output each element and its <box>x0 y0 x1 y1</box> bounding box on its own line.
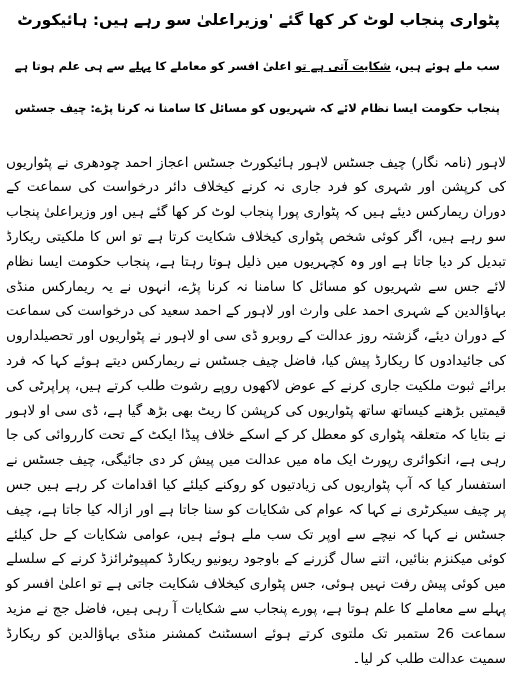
sub-headline-part-1: سب ملے ہوئے ہیں، <box>390 59 500 73</box>
sub-headline-part-5: سے ہی علم ہوتا ہے <box>14 59 129 73</box>
sub-headline-part-3: اعلیٰ افسر کو معاملے کا <box>151 59 296 73</box>
sub-headline-part-4: پہلے <box>128 59 152 73</box>
article-body: لاہور (نامہ نگار) چیف جسٹس لاہور ہائیکورٹ جسٹس اعجاز احمد چودھری نے پٹواریوں کی کرپشن اور شہری کو فرد جاری نہ کرنے کیخلاف دائر درخواست کی سماعت کے دوران ریمارکس دیئے ہیں کہ پٹواری پورا پنجاب لوٹ کر کھا گئے ہیں اور وزیراعلیٰ پنجاب سو رہے ہیں، اگر کوئی شخص پٹواری کیخلاف شکایت کرتا ہے تو اس کا ملکیتی ریکارڈ تبدیل کر دیا جاتا ہے اور وہ کچہریوں میں ذلیل ہوتا رہتا ہے، پنجاب حکومت ایسا نظام لائے جس سے شہریوں کو مسائل کا سامنا نہ کرنا پڑے، انہوں نے یہ ریمارکس منڈی بہاؤالدین کے شہری احمد علی وارث اور لاہور کے احمد سعید کی درخواست کی سماعت کے دوران دیئے، گزشتہ روز عدالت کے روبرو ڈی سی او لاہور نے پٹواریوں اور تحصیلداروں کی جائیدادوں کا ریکارڈ پیش کیا، فاضل چیف جسٹس نے ریمارکس دیتے ہوئے کہا کہ فرد برائے ثبوت ملکیت جاری کرنے کے عوض لاکھوں روپے رشوت طلب کرتے ہیں، پراپرٹی کی قیمتیں بڑھنے کیساتھ ساتھ پٹواریوں کی کرپشن کا ریٹ بھی بڑھ گیا ہے، ڈی سی او لاہور نے بتایا کہ متعلقہ پٹواری کو معطل کر کے اسکے خلاف پیڈا ایکٹ کے تحت کارروائی کی جا رہی ہے، انکوائری رپورٹ ایک ماہ میں عدالت میں پیش کر دی جائیگی، چیف جسٹس نے استفسار کیا کہ آپ پٹواریوں کی زیادتیوں کو روکنے کیلئے کیا اقدامات کر رہے ہیں جس پر چیف سیکرٹری نے کہا کہ عوام کی شکایات کو سنا جاتا ہے اور ازالہ کیا جاتا ہے، چیف جسٹس نے کہا کہ نیچے سے اوپر تک سب ملے ہوئے ہیں، عوامی شکایات کے حل کیلئے کوئی میکنزم بنائیں، اتنے سال گزرنے کے باوجود ریونیو ریکارڈ کمپیوٹرائزڈ کرنے کے سلسلے میں کوئی پیش رفت نہیں ہوئی، جس پٹواری کیخلاف شکایت جاتی ہے تو اعلیٰ افسر کو پہلے سے معاملے کا علم ہوتا ہے، پورے پنجاب سے شکایات آ رہی ہیں، فاضل جج نے مزید سماعت 26 ستمبر تک ملتوی کرتے ہوئے اسسٹنٹ کمشنر منڈی بہاؤالدین کو ریکارڈ سمیت عدالت طلب کر لیا۔ <box>6 154 506 667</box>
secondary-headline: پنجاب حکومت ایسا نظام لائے کہ شہریوں کو مسائل کا سامنا نہ کرنا پڑے: چیف جسٹس <box>14 101 500 115</box>
news-clipping <box>6 4 506 669</box>
sub-headline-part-2: شکایت آتی ہے تو <box>295 59 391 73</box>
sub-headline <box>6 54 500 78</box>
main-headline: پٹواری پنجاب لوٹ کر کھا گئے 'وزیراعلیٰ سو رہے ہیں: ہائیکورٹ <box>17 11 500 29</box>
